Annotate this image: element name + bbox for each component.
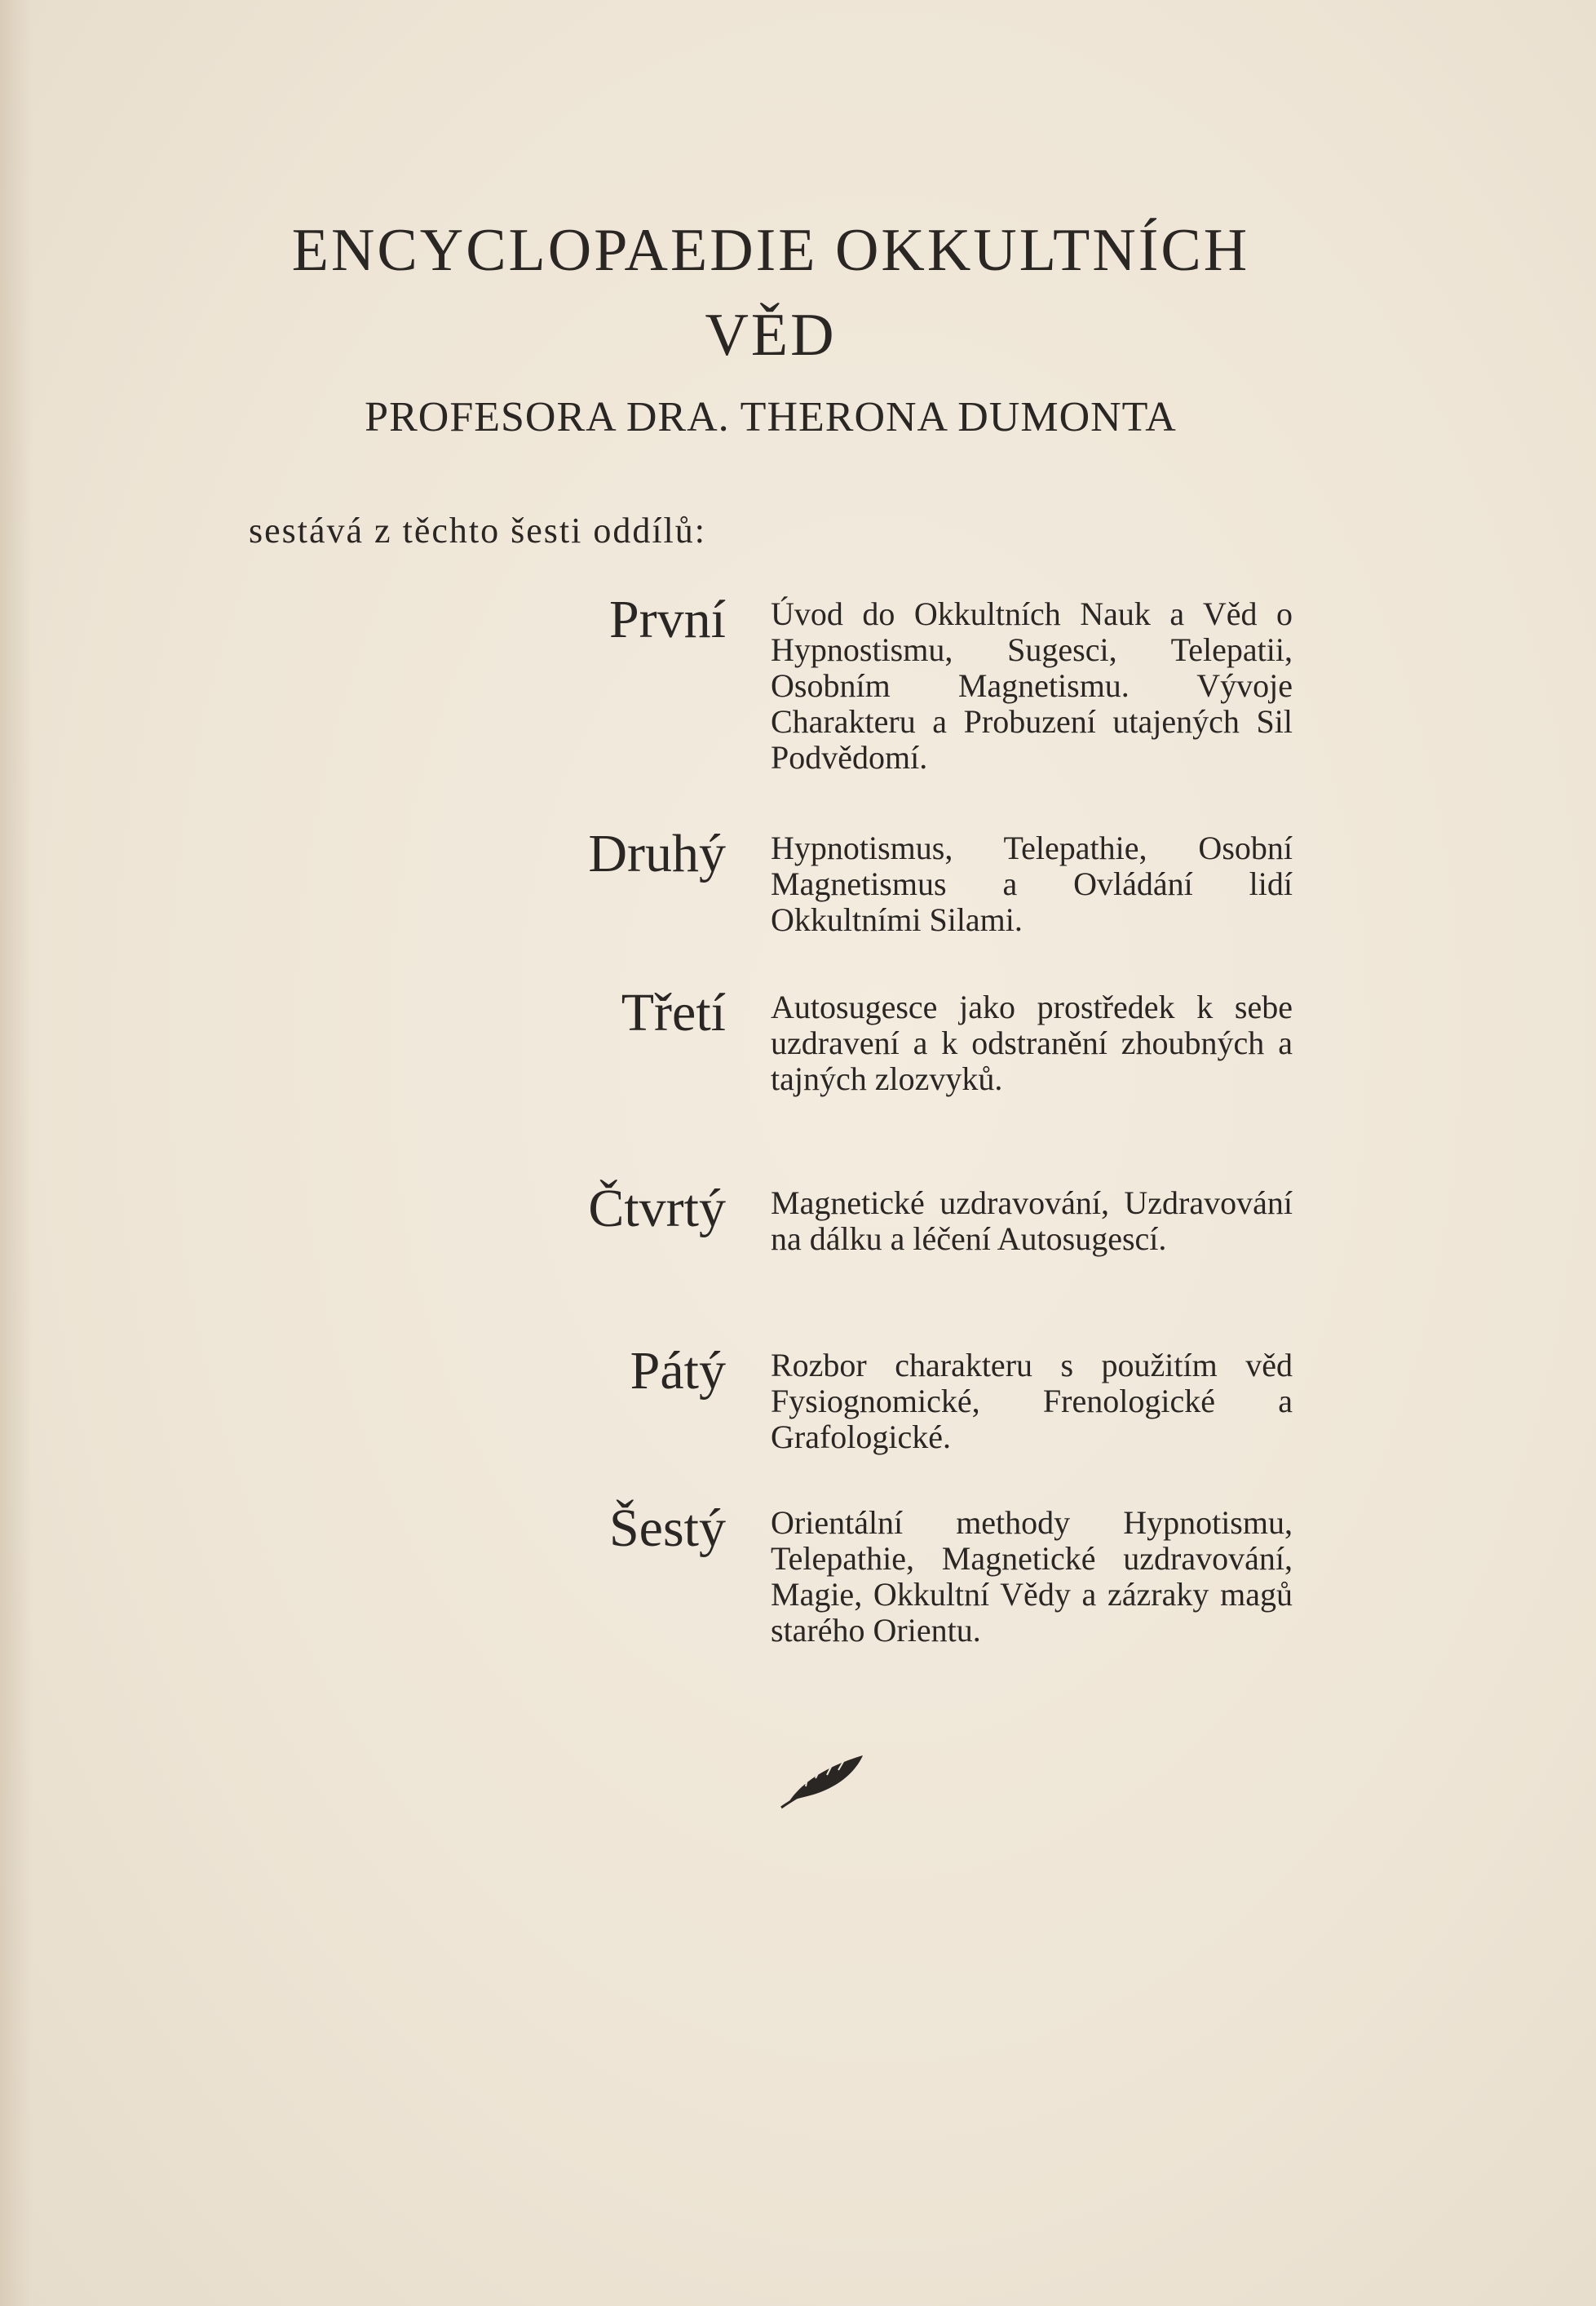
section-ordinal: Pátý [630, 1341, 726, 1401]
intro-text: sestává z těchto šesti oddílů: [249, 511, 706, 551]
section-description: Autosugesce jako prostředek k sebe uzdravení a k odstranění zhoubných a tajných zlozvyků. [771, 989, 1293, 1097]
section-description: Úvod do Okkultních Nauk a Věd o Hypnostismu, Sugesci, Telepatii, Osobním Magnetismu. Vývoje Charakteru a Probuzení utajených Sil Podvědomí. [771, 595, 1293, 776]
title-line-2: VĚD [705, 302, 837, 369]
leaf-ornament-icon [775, 1746, 873, 1811]
section-description: Hypnotismus, Telepathie, Osobní Magnetismus a Ovládání lidí Okkultními Silami. [771, 830, 1293, 938]
section-ordinal: Druhý [588, 824, 726, 883]
title-line-1: ENCYCLOPAEDIE OKKULTNÍCH [291, 217, 1250, 284]
section-description: Orientální methody Hypnotismu, Telepathie, Magnetické uzdravování, Magie, Okkultní Vědy a zázraky magů starého Orientu. [771, 1504, 1293, 1649]
section-ordinal: Čtvrtý [588, 1179, 726, 1238]
section-ordinal: Třetí [621, 983, 726, 1042]
page-title [0, 208, 1541, 378]
section-ordinal: První [608, 590, 726, 649]
section-description: Rozbor charakteru s použitím věd Fysiognomické, Frenologické a Grafologické. [771, 1347, 1293, 1455]
author-subtitle: PROFESORA DRA. THERONA DUMONTA [365, 394, 1177, 440]
section-ordinal: Šestý [608, 1498, 726, 1558]
section-description: Magnetické uzdravování, Uzdravování na dálku a léčení Autosugescí. [771, 1184, 1293, 1257]
